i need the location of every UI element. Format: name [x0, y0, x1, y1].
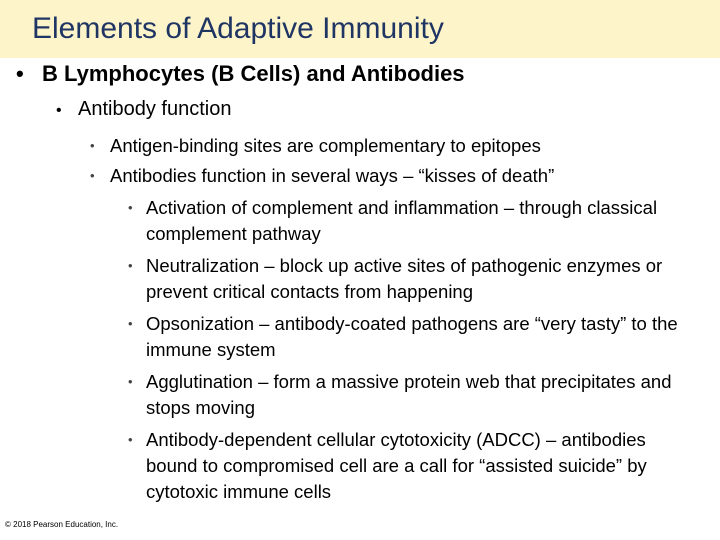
- bullet-text: Activation of complement and inflammation – through classical complement pathway: [146, 197, 658, 244]
- bullet-level4: [128, 369, 678, 421]
- bullet-level4: [128, 253, 678, 305]
- bullet-marker: •: [90, 138, 95, 153]
- bullet-text: Agglutination – form a massive protein web that precipitates and stops moving: [146, 371, 672, 418]
- copyright-footer: © 2018 Pearson Education, Inc.: [5, 520, 119, 529]
- bullet-text: Antibodies function in several ways – “kisses of death”: [110, 165, 555, 186]
- bullet-text: B Lymphocytes (B Cells) and Antibodies: [42, 61, 465, 86]
- bullet-level4: [128, 195, 678, 247]
- bullet-text: Antigen-binding sites are complementary to epitopes: [110, 135, 541, 156]
- bullet-level4: [128, 311, 678, 363]
- bullet-marker: •: [90, 168, 95, 183]
- bullet-level1: [16, 61, 465, 87]
- bullet-marker: •: [128, 200, 133, 215]
- bullet-level3: [90, 135, 541, 157]
- bullet-text: Antibody function: [78, 98, 232, 120]
- bullet-text: Opsonization – antibody-coated pathogens are “very tasty” to the immune system: [146, 313, 678, 360]
- bullet-level2: [56, 98, 231, 121]
- bullet-marker: •: [128, 258, 133, 273]
- bullet-marker: •: [16, 61, 24, 86]
- bullet-level4: [128, 427, 678, 505]
- bullet-level3: [90, 165, 554, 187]
- slide-title: Elements of Adaptive Immunity: [32, 12, 444, 45]
- bullet-text: Antibody-dependent cellular cytotoxicity (ADCC) – antibodies bound to compromised cell are a call for “assisted suicide” by cytotoxic immune cells: [146, 429, 647, 502]
- bullet-text: Neutralization – block up active sites of pathogenic enzymes or prevent critical contacts from happening: [146, 255, 663, 302]
- bullet-marker: •: [128, 316, 133, 331]
- bullet-marker: •: [128, 374, 133, 389]
- bullet-marker: •: [56, 102, 62, 119]
- bullet-marker: •: [128, 432, 133, 447]
